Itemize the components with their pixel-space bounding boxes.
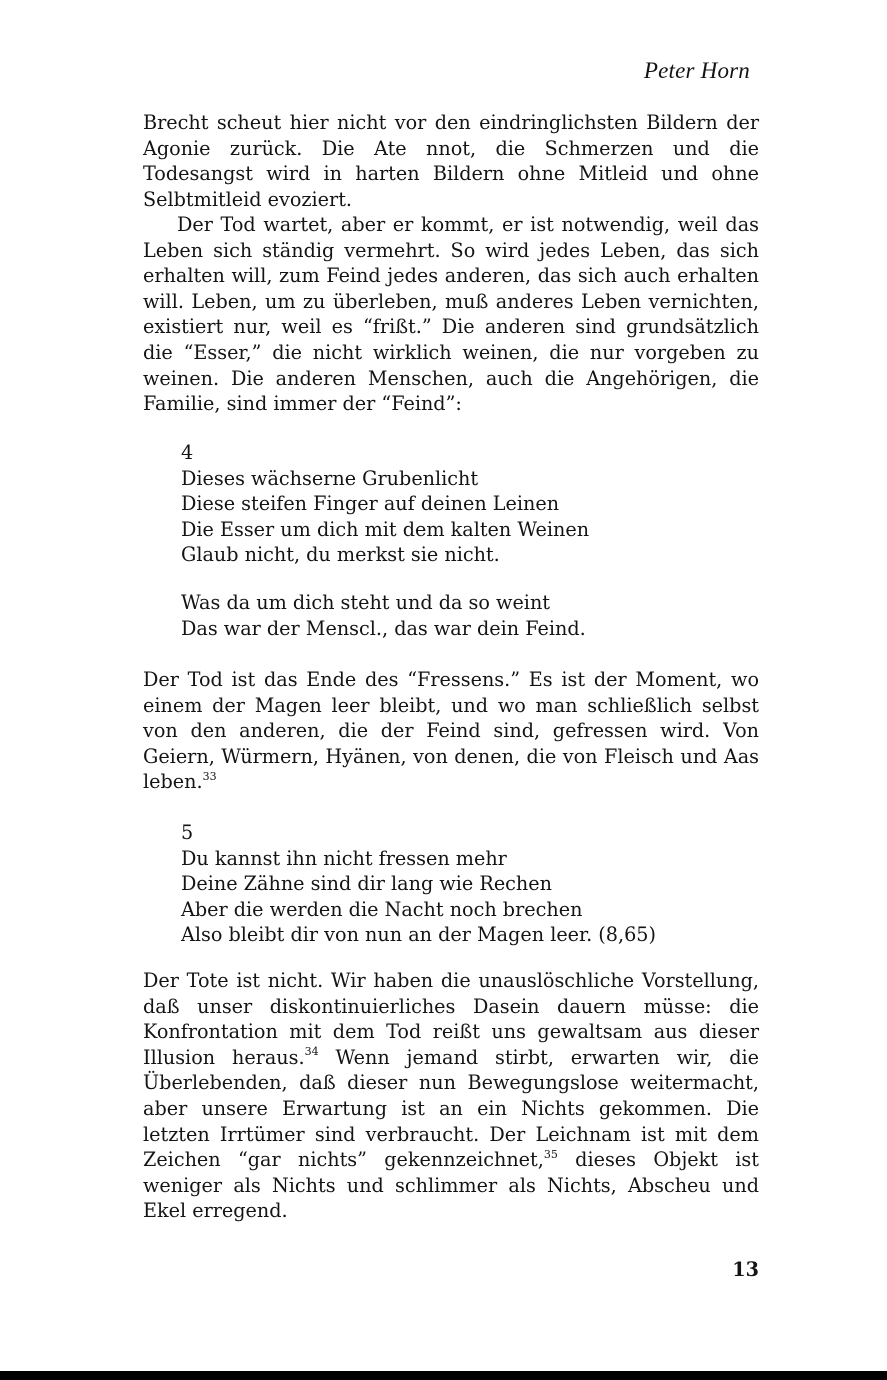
poem-section-number: 5 [181,821,194,844]
paragraph-1-text: Brecht scheut hier nicht vor den eindringlichsten Bildern der Agonie zurück. Die Ate nnot, die Schmerzen und die Todesangst wird in harten Bildern ohne Mitleid und ohne Selbtmitleid evoziert. [143,111,759,211]
footnote-ref-35: 35 [543,1147,558,1161]
poem-line: Du kannst ihn nicht fressen mehr [181,846,507,870]
paragraph-3-text [143,667,759,795]
poem-line: Glaub nicht, du merkst sie nicht. [181,543,500,567]
poem-line: Dieses wächserne Grubenlicht [181,466,479,490]
page-number: 13 [732,1258,759,1281]
paragraph-4-part-b: Wenn jemand stirbt, erwarten wir, die Überlebenden, daß dieser nun Bewegungslose weitermacht, aber unsere Erwartung ist an ein Nichts gekommen. Die letzten Irrtümer sind verbraucht. Der Leichnam ist mit dem Zeichen “gar nichts” gekennzeichnet, [143,1045,759,1172]
paragraph-1 [143,110,759,212]
poem-line: Die Esser um dich mit dem kalten Weinen [181,517,590,541]
paragraph-2-text: Der Tod wartet, aber er kommt, er ist notwendig, weil das Leben sich ständig vermehrt. So wird jedes Leben, das sich erhalten will, zum Feind jedes anderen, das sich auch erhalten will. Leben, um zu überleben, muß anderes Leben vernichten, existiert nur, weil es “frißt.” Die anderen sind grundsätzlich die “Esser,” die nicht wirklich weinen, die nur vorgeben zu weinen. Die anderen Menschen, auch die Angehörigen, die Familie, sind immer der “Feind”: [143,213,759,416]
footnote-ref-34: 34 [304,1045,319,1059]
paragraph-4-text [143,968,759,1224]
poem-line: Das war der Menscl., das war dein Feind. [181,616,586,640]
poem-section-number: 4 [181,441,194,464]
poem-section-4 [181,440,741,641]
paragraph-3 [143,667,759,795]
poem-line: Deine Zähne sind dir lang wie Rechen [181,872,552,896]
running-head-author: Peter Horn [643,58,750,83]
poem-line: Was da um dich steht und da so weint [181,590,551,614]
poem-line-with-citation: Also bleibt dir von nun an der Magen leer. (8,65) [181,923,656,947]
paragraph-3-body: Der Tod ist das Ende des “Fressens.” Es ist der Moment, wo einem der Magen leer bleibt, und wo man schließlich selbst von den anderen, die der Feind sind, gefressen wird. Von Geiern, Würmern, Hyänen, von denen, die von Fleisch und Aas leben. [143,668,759,794]
paragraph-4-part-c: dieses Objekt ist weniger als Nichts und schlimmer als Nichts, Abscheu und Ekel erregend. [143,1148,759,1223]
poem-line: Aber die werden die Nacht noch brechen [181,897,583,921]
poem-section-5 [181,820,741,948]
poem-line: Diese steifen Finger auf deinen Leinen [181,492,560,516]
paragraph-2 [143,212,759,417]
footnote-ref-33: 33 [202,769,217,783]
paragraph-4 [143,968,759,1224]
stanza-break [181,568,741,590]
paragraph-4-part-a: Der Tote ist nicht. Wir haben die unauslöschliche Vorstellung, daß unser diskontinuierliches Dasein dauern müsse: die Konfrontation mit dem Tod reißt uns gewaltsam aus dieser Illusion heraus. [143,969,759,1069]
scan-bottom-edge [0,1371,887,1380]
